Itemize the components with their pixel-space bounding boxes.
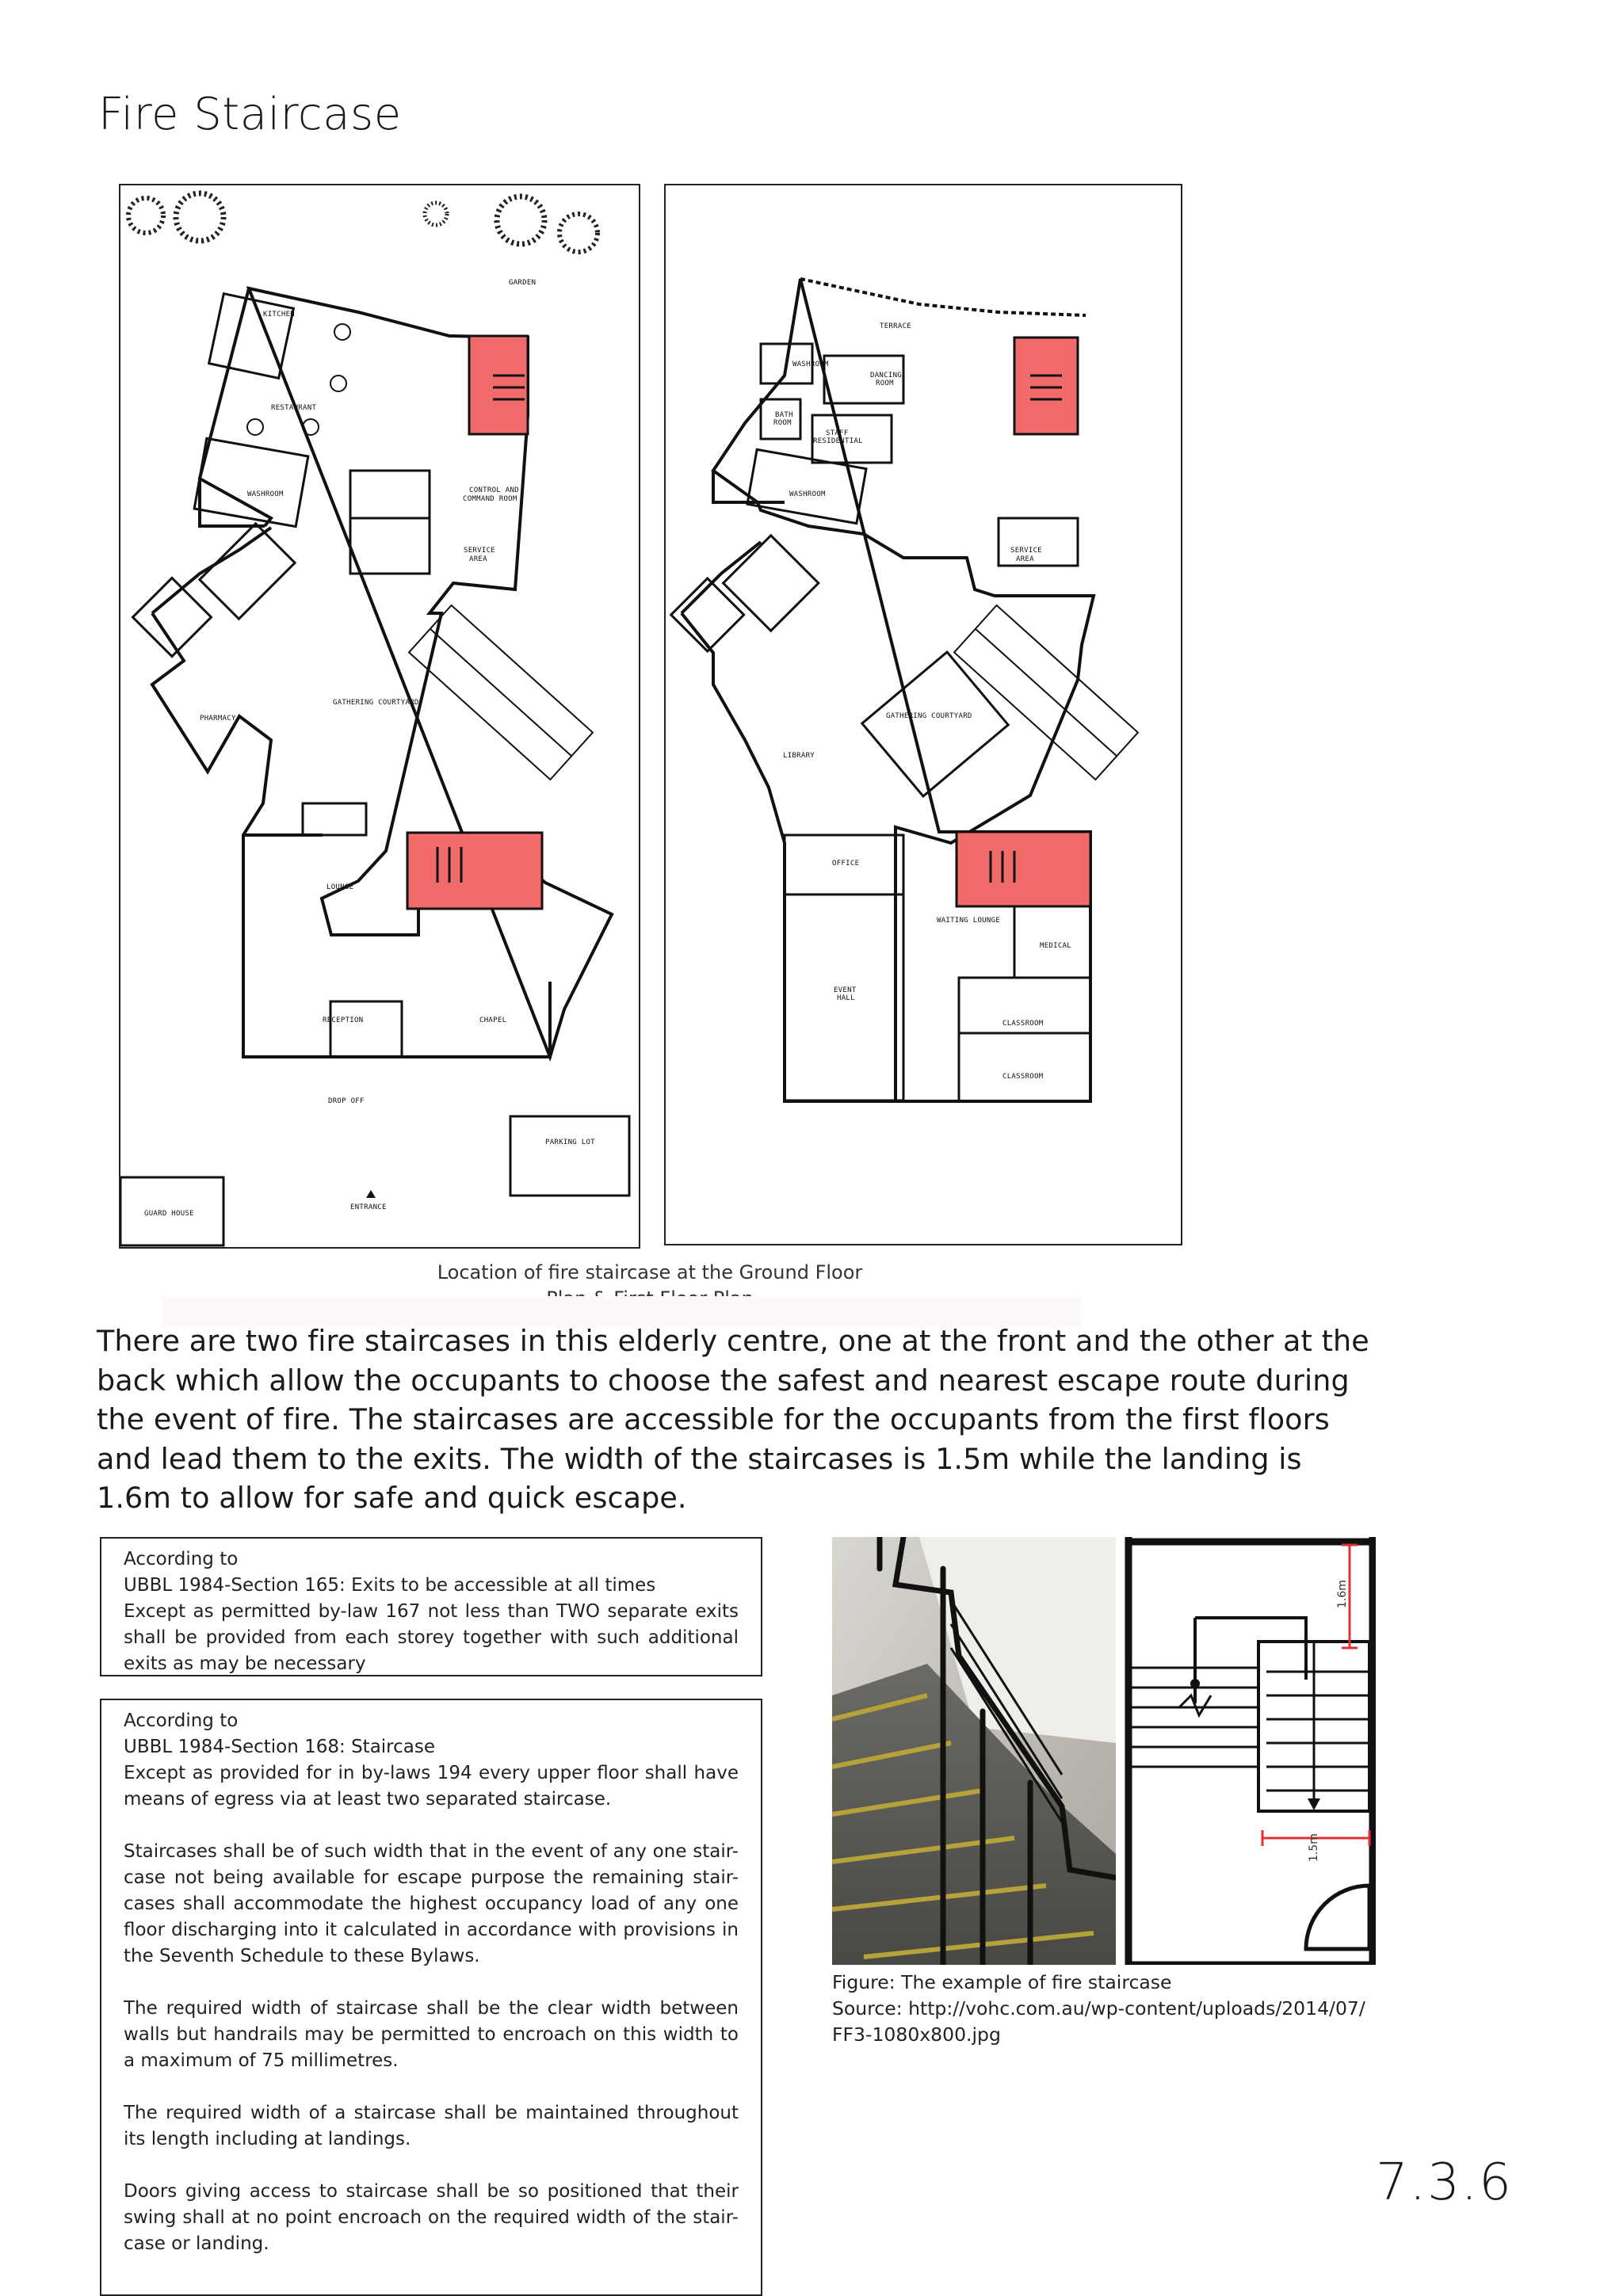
label-residential: RESIDENTIAL — [813, 437, 863, 445]
label-drop-off: DROP OFF — [328, 1097, 365, 1105]
stair-plan-diagram — [1124, 1537, 1376, 1965]
label-chapel: CHAPEL — [479, 1016, 507, 1024]
box1-line-2: UBBL 1984-Section 165: Exits to be accessible at all times — [124, 1575, 656, 1596]
label-restaurant: RESTAURANT — [271, 404, 317, 412]
label-courtyard: GATHERING COURTYARD — [886, 712, 972, 720]
box2-paragraph-5: Doors giving access to staircase shall be so positioned that their swing shall at no point encroach on the required width of the stair-case or landing. — [124, 2181, 739, 2254]
label-service: SERVICE — [464, 547, 496, 555]
box2-line-2: UBBL 1984-Section 168: Staircase — [124, 1737, 435, 1757]
page-number: 7.3.6 — [1376, 2153, 1513, 2212]
label-entrance: ENTRANCE — [350, 1203, 387, 1211]
first-floor-drawing — [666, 185, 1181, 1244]
label-kitchen: KITCHEN — [263, 311, 296, 318]
label-parking: PARKING LOT — [545, 1138, 595, 1146]
label-dancing: DANCING — [870, 372, 903, 379]
label-lounge: LOUNGE — [327, 883, 354, 891]
label-garden: GARDEN — [509, 279, 537, 287]
figure-caption-line-2: Source: http://vohc.com.au/wp-content/uploads/2014/07/ — [832, 1997, 1365, 2019]
label-bath-room: ROOM — [773, 419, 792, 427]
label-courtyard: GATHERING COURTYARD — [333, 699, 419, 707]
box1-line-1: According to — [124, 1549, 239, 1569]
box2-paragraph-3: The required width of staircase shall be the clear width between walls but handrails may be permitted to encroach on this width to a maximum of 75 millimetres. — [124, 1998, 739, 2071]
description-paragraph: There are two fire staircases in this elderly centre, one at the front and the other at the back which allow the occupants to choose the safest and nearest escape route during the event of fire. The staircases are accessible for the occupants from the first floors and lead them to the exits. The width of the staircases is 1.5m while the landing is 1.6m to allow for safe and quick escape. — [97, 1324, 1369, 1515]
box2-paragraph-4: The required width of a staircase shall be maintained throughout its length including at landings. — [124, 2103, 739, 2149]
staircase-photo — [832, 1537, 1116, 1965]
box2-paragraph-2: Staircases shall be of such width that in the event of any one stair-case not being available for escape purpose the remaining stair-cases shall accommodate the highest occupancy load of any one floor discharging into it calculated in accordance with provisions in the Seventh Schedule to these Bylaws. — [124, 1841, 739, 1966]
tree-icon — [128, 193, 598, 252]
label-command: COMMAND ROOM — [463, 495, 517, 503]
entrance-arrow-icon — [366, 1190, 376, 1198]
page-title: Fire Staircase — [98, 89, 402, 140]
rear-staircase-highlight — [1014, 338, 1078, 434]
first-floor-plan — [664, 184, 1182, 1245]
label-service: SERVICE — [1010, 547, 1043, 555]
box1-body: Except as permitted by-law 167 not less than TWO separate exits shall be provided from each storey together with such additional exits as may be necessary — [124, 1601, 739, 1674]
figure-caption-line-1: Figure: The example of fire staircase — [832, 1971, 1172, 1993]
label-pharmacy: PHARMACY — [200, 715, 236, 723]
label-washroom-top: WASHROOM — [792, 360, 829, 368]
rear-staircase-highlight — [469, 336, 528, 434]
label-guard: GUARD HOUSE — [144, 1210, 194, 1218]
label-washroom: WASHROOM — [789, 490, 826, 498]
plans-caption-line-1: Location of fire staircase at the Ground Floor — [437, 1261, 863, 1283]
label-medical: MEDICAL — [1040, 942, 1072, 950]
ground-floor-plan — [119, 184, 640, 1249]
label-control: CONTROL AND — [469, 486, 519, 494]
label-area: AREA — [1016, 555, 1034, 563]
figure-caption-line-3: FF3-1080x800.jpg — [832, 2023, 1001, 2046]
figure-caption — [832, 1970, 1387, 2048]
front-staircase-highlight — [957, 832, 1090, 906]
label-reception: RECEPTION — [323, 1016, 364, 1024]
label-office: OFFICE — [832, 860, 860, 868]
ground-floor-drawing — [120, 185, 639, 1247]
label-bath: BATH — [775, 411, 793, 419]
label-waiting: WAITING LOUNGE — [937, 917, 1001, 925]
label-terrace: TERRACE — [880, 322, 912, 330]
label-staff: STAFF — [826, 429, 849, 437]
stair-dimension-label: 1.5m — [1308, 1833, 1320, 1862]
landing-dimension-label: 1.6m — [1336, 1580, 1349, 1608]
label-dancing-room: ROOM — [876, 379, 894, 387]
box2-line-1: According to — [124, 1711, 239, 1731]
label-washroom: WASHROOM — [247, 490, 284, 498]
ubbl-section-165-box — [100, 1537, 762, 1676]
box2-paragraph-1: Except as provided for in by-laws 194 every upper floor shall have means of egress via at least two separated staircase. — [124, 1763, 739, 1810]
ubbl-section-168-box — [100, 1699, 762, 2296]
label-hall: HALL — [837, 994, 855, 1002]
label-classroom-1: CLASSROOM — [1002, 1020, 1044, 1028]
label-event: EVENT — [834, 986, 857, 994]
front-staircase-highlight — [407, 833, 542, 909]
label-area: AREA — [469, 555, 487, 563]
label-library: LIBRARY — [783, 752, 815, 760]
label-classroom-2: CLASSROOM — [1002, 1073, 1044, 1081]
